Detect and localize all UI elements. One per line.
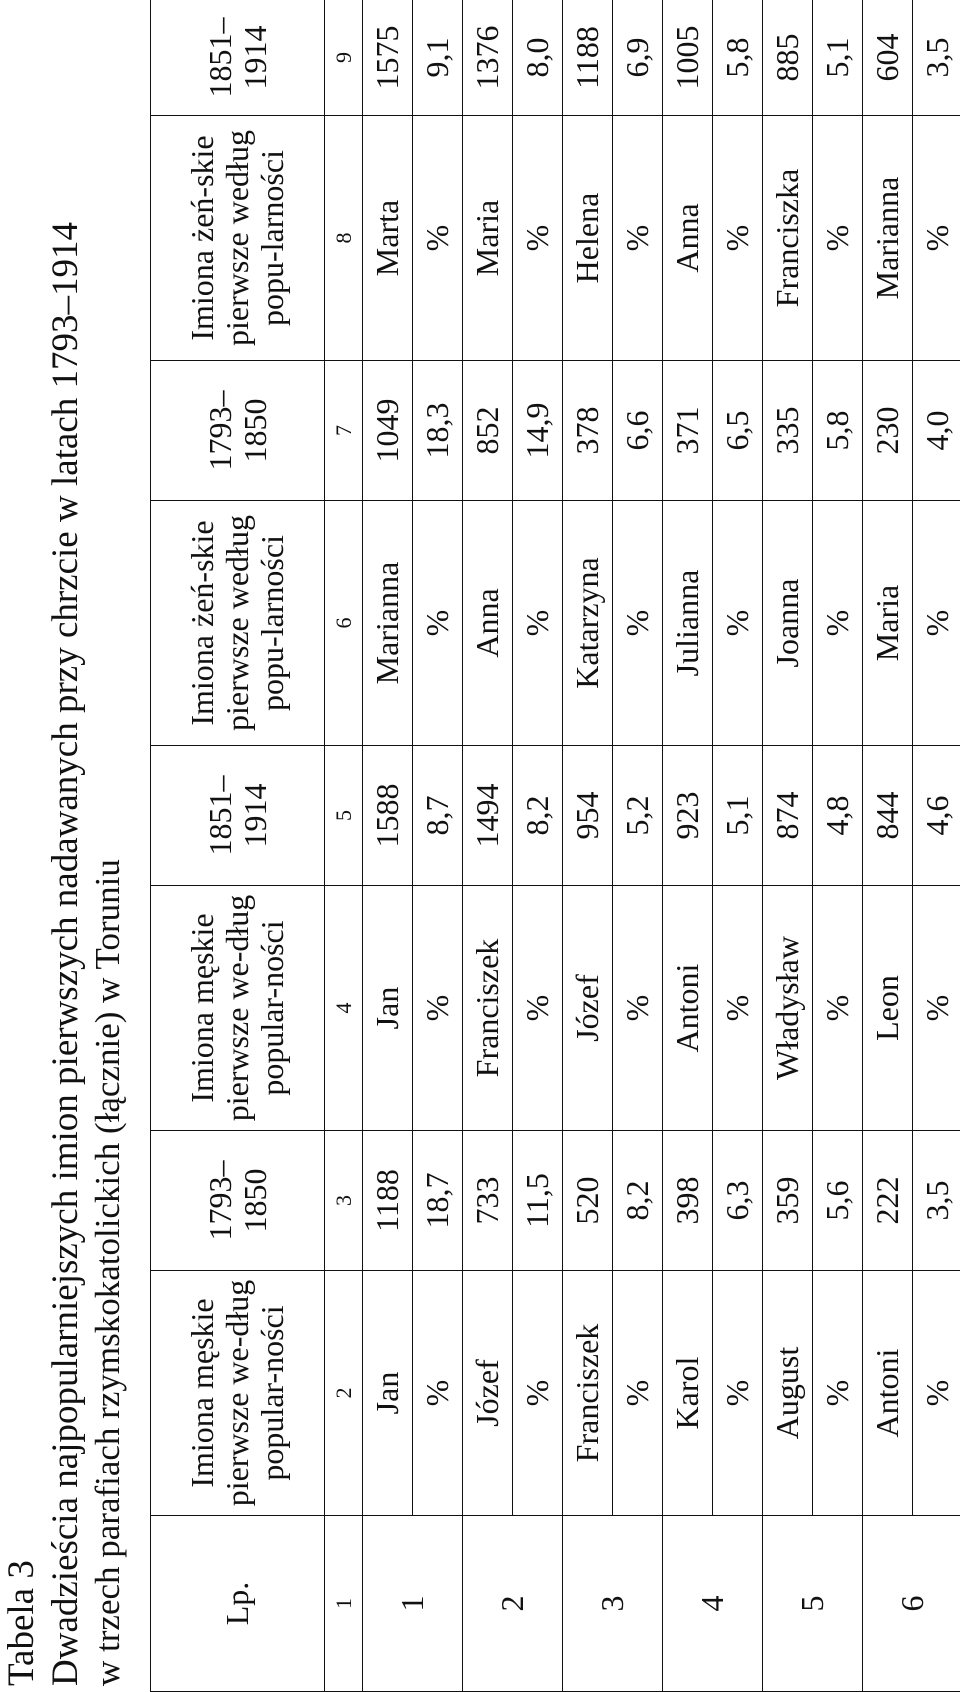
table-cell: 1188 [563, 0, 613, 116]
table-cell: 9,1 [413, 0, 463, 116]
table-row [513, 0, 563, 1692]
table-cell: 11,5 [513, 1131, 563, 1271]
table-cell: 6,5 [713, 361, 763, 501]
table-cell: 5,6 [813, 1131, 863, 1271]
table-cell: % [713, 1271, 763, 1516]
table-cell: 520 [563, 1131, 613, 1271]
column-number: 8 [325, 116, 363, 361]
table-cell: 359 [763, 1131, 813, 1271]
table-row [413, 0, 463, 1692]
table-label: Tabela 3 [1, 1560, 42, 1686]
row-number: 5 [763, 1516, 863, 1692]
column-number: 1 [325, 1516, 363, 1692]
table-cell: Antoni [863, 1271, 913, 1516]
table-cell: 1005 [663, 0, 713, 116]
table-row [663, 0, 713, 1692]
table-cell: Franciszka [763, 116, 813, 361]
table-cell: 230 [863, 361, 913, 501]
column-number: 2 [325, 1271, 363, 1516]
row-number: 1 [363, 1516, 463, 1692]
table-cell: 852 [463, 361, 513, 501]
table-cell: 5,2 [613, 746, 663, 886]
table-cell: Antoni [663, 886, 713, 1131]
table-cell: % [813, 116, 863, 361]
column-number: 5 [325, 746, 363, 886]
table-cell: 8,2 [613, 1131, 663, 1271]
table-cell: % [613, 116, 663, 361]
header-period-1851-1914: 1851–1914 [151, 746, 325, 886]
table-cell: 14,9 [513, 361, 563, 501]
row-number: 6 [863, 1516, 960, 1692]
table-row [463, 0, 513, 1692]
header-period-1851-1914-female: 1851–1914 [151, 0, 325, 116]
table-cell: 6,3 [713, 1131, 763, 1271]
column-number: 4 [325, 886, 363, 1131]
table-cell: 923 [663, 746, 713, 886]
table-cell: % [413, 501, 463, 746]
table-cell: Jan [363, 886, 413, 1131]
header-female-names-1793: Imiona żeń-skie pierwsze według popu-larności [151, 501, 325, 746]
column-number: 9 [325, 0, 363, 116]
table-cell: Maria [463, 116, 513, 361]
table-cell: Marianna [363, 501, 413, 746]
table-cell: 4,6 [913, 746, 960, 886]
table-cell: 8,2 [513, 746, 563, 886]
table-cell: 1376 [463, 0, 513, 116]
table-cell: 18,3 [413, 361, 463, 501]
table-cell: 6,9 [613, 0, 663, 116]
table-cell: Władysław [763, 886, 813, 1131]
table-cell: % [913, 501, 960, 746]
table-cell: Józef [563, 886, 613, 1131]
table-cell: 5,1 [813, 0, 863, 116]
table-cell: 604 [863, 0, 913, 116]
table-cell: % [513, 116, 563, 361]
table-cell: 398 [663, 1131, 713, 1271]
table-cell: 18,7 [413, 1131, 463, 1271]
table-cell: 885 [763, 0, 813, 116]
table-cell: Józef [463, 1271, 513, 1516]
table-row [713, 0, 763, 1692]
table-cell: 844 [863, 746, 913, 886]
table-cell: % [413, 1271, 463, 1516]
table-cell: 371 [663, 361, 713, 501]
table-cell: 222 [863, 1131, 913, 1271]
table-cell: % [513, 501, 563, 746]
table-cell: 5,8 [813, 361, 863, 501]
table-cell: Anna [463, 501, 513, 746]
table-cell: % [513, 886, 563, 1131]
table-cell: Joanna [763, 501, 813, 746]
table-cell: 5,8 [713, 0, 763, 116]
table-cell: 733 [463, 1131, 513, 1271]
table-cell: % [813, 501, 863, 746]
table-cell: Franciszek [463, 886, 513, 1131]
table-cell: Julianna [663, 501, 713, 746]
column-number: 3 [325, 1131, 363, 1271]
table-cell: 1588 [363, 746, 413, 886]
table-row [763, 0, 813, 1692]
column-number-row [325, 0, 363, 1692]
table-cell: Katarzyna [563, 501, 613, 746]
header-row [151, 0, 325, 1692]
table-cell: 335 [763, 361, 813, 501]
table-cell: 1188 [363, 1131, 413, 1271]
row-number: 2 [463, 1516, 563, 1692]
table-cell: % [413, 116, 463, 361]
table-cell: August [763, 1271, 813, 1516]
table-cell: % [613, 501, 663, 746]
table-cell: 6,6 [613, 361, 663, 501]
table-cell: % [813, 886, 863, 1131]
table-cell: % [513, 1271, 563, 1516]
table-row [563, 0, 613, 1692]
table-cell: 1494 [463, 746, 513, 886]
table-cell: % [713, 116, 763, 361]
table-title-line-2: w trzech parafiach rzymskokatolickich (łącznie) w Toruniu [88, 859, 127, 1686]
names-table [150, 0, 960, 1692]
table-cell: Maria [863, 501, 913, 746]
table-cell: 1049 [363, 361, 413, 501]
table-cell: 5,1 [713, 746, 763, 886]
column-number: 6 [325, 501, 363, 746]
table-cell: % [913, 116, 960, 361]
table-row [913, 0, 960, 1692]
table-cell: % [813, 1271, 863, 1516]
table-cell: Anna [663, 116, 713, 361]
header-male-names-1851: Imiona męskie pierwsze we-dług popular-ności [151, 886, 325, 1131]
table-cell: Marta [363, 116, 413, 361]
table-cell: Marianna [863, 116, 913, 361]
table-cell: 1575 [363, 0, 413, 116]
table-cell: % [913, 886, 960, 1131]
table-cell: Jan [363, 1271, 413, 1516]
table-row [863, 0, 913, 1692]
table-title-line-1: Dwadzieścia najpopularniejszych imion pierwszych nadawanych przy chrzcie w latach 1793–1914 [45, 221, 86, 1686]
table-cell: % [413, 886, 463, 1131]
header-lp: Lp. [151, 1516, 325, 1692]
header-period-1793-1850-female: 1793–1850 [151, 361, 325, 501]
table-cell: 874 [763, 746, 813, 886]
table-cell: 4,0 [913, 361, 960, 501]
table-cell: 954 [563, 746, 613, 886]
header-female-names-1851: Imiona żeń-skie pierwsze według popu-larności [151, 116, 325, 361]
table-cell: % [613, 886, 663, 1131]
table-cell: Franciszek [563, 1271, 613, 1516]
table-row [363, 0, 413, 1692]
row-number: 4 [663, 1516, 763, 1692]
table-cell: 4,8 [813, 746, 863, 886]
header-male-names-1793: Imiona męskie pierwsze we-dług popular-ności [151, 1271, 325, 1516]
table-cell: % [613, 1271, 663, 1516]
table-cell: 378 [563, 361, 613, 501]
table-cell: Karol [663, 1271, 713, 1516]
column-number: 7 [325, 361, 363, 501]
table-cell: 3,5 [913, 1131, 960, 1271]
table-cell: % [713, 886, 763, 1131]
table-cell: 8,0 [513, 0, 563, 116]
table-cell: Leon [863, 886, 913, 1131]
row-number: 3 [563, 1516, 663, 1692]
header-period-1793-1850: 1793–1850 [151, 1131, 325, 1271]
table-cell: 3,5 [913, 0, 960, 116]
table-cell: % [913, 1271, 960, 1516]
table-row [613, 0, 663, 1692]
table-cell: 8,7 [413, 746, 463, 886]
table-cell: Helena [563, 116, 613, 361]
table-cell: % [713, 501, 763, 746]
table-row [813, 0, 863, 1692]
